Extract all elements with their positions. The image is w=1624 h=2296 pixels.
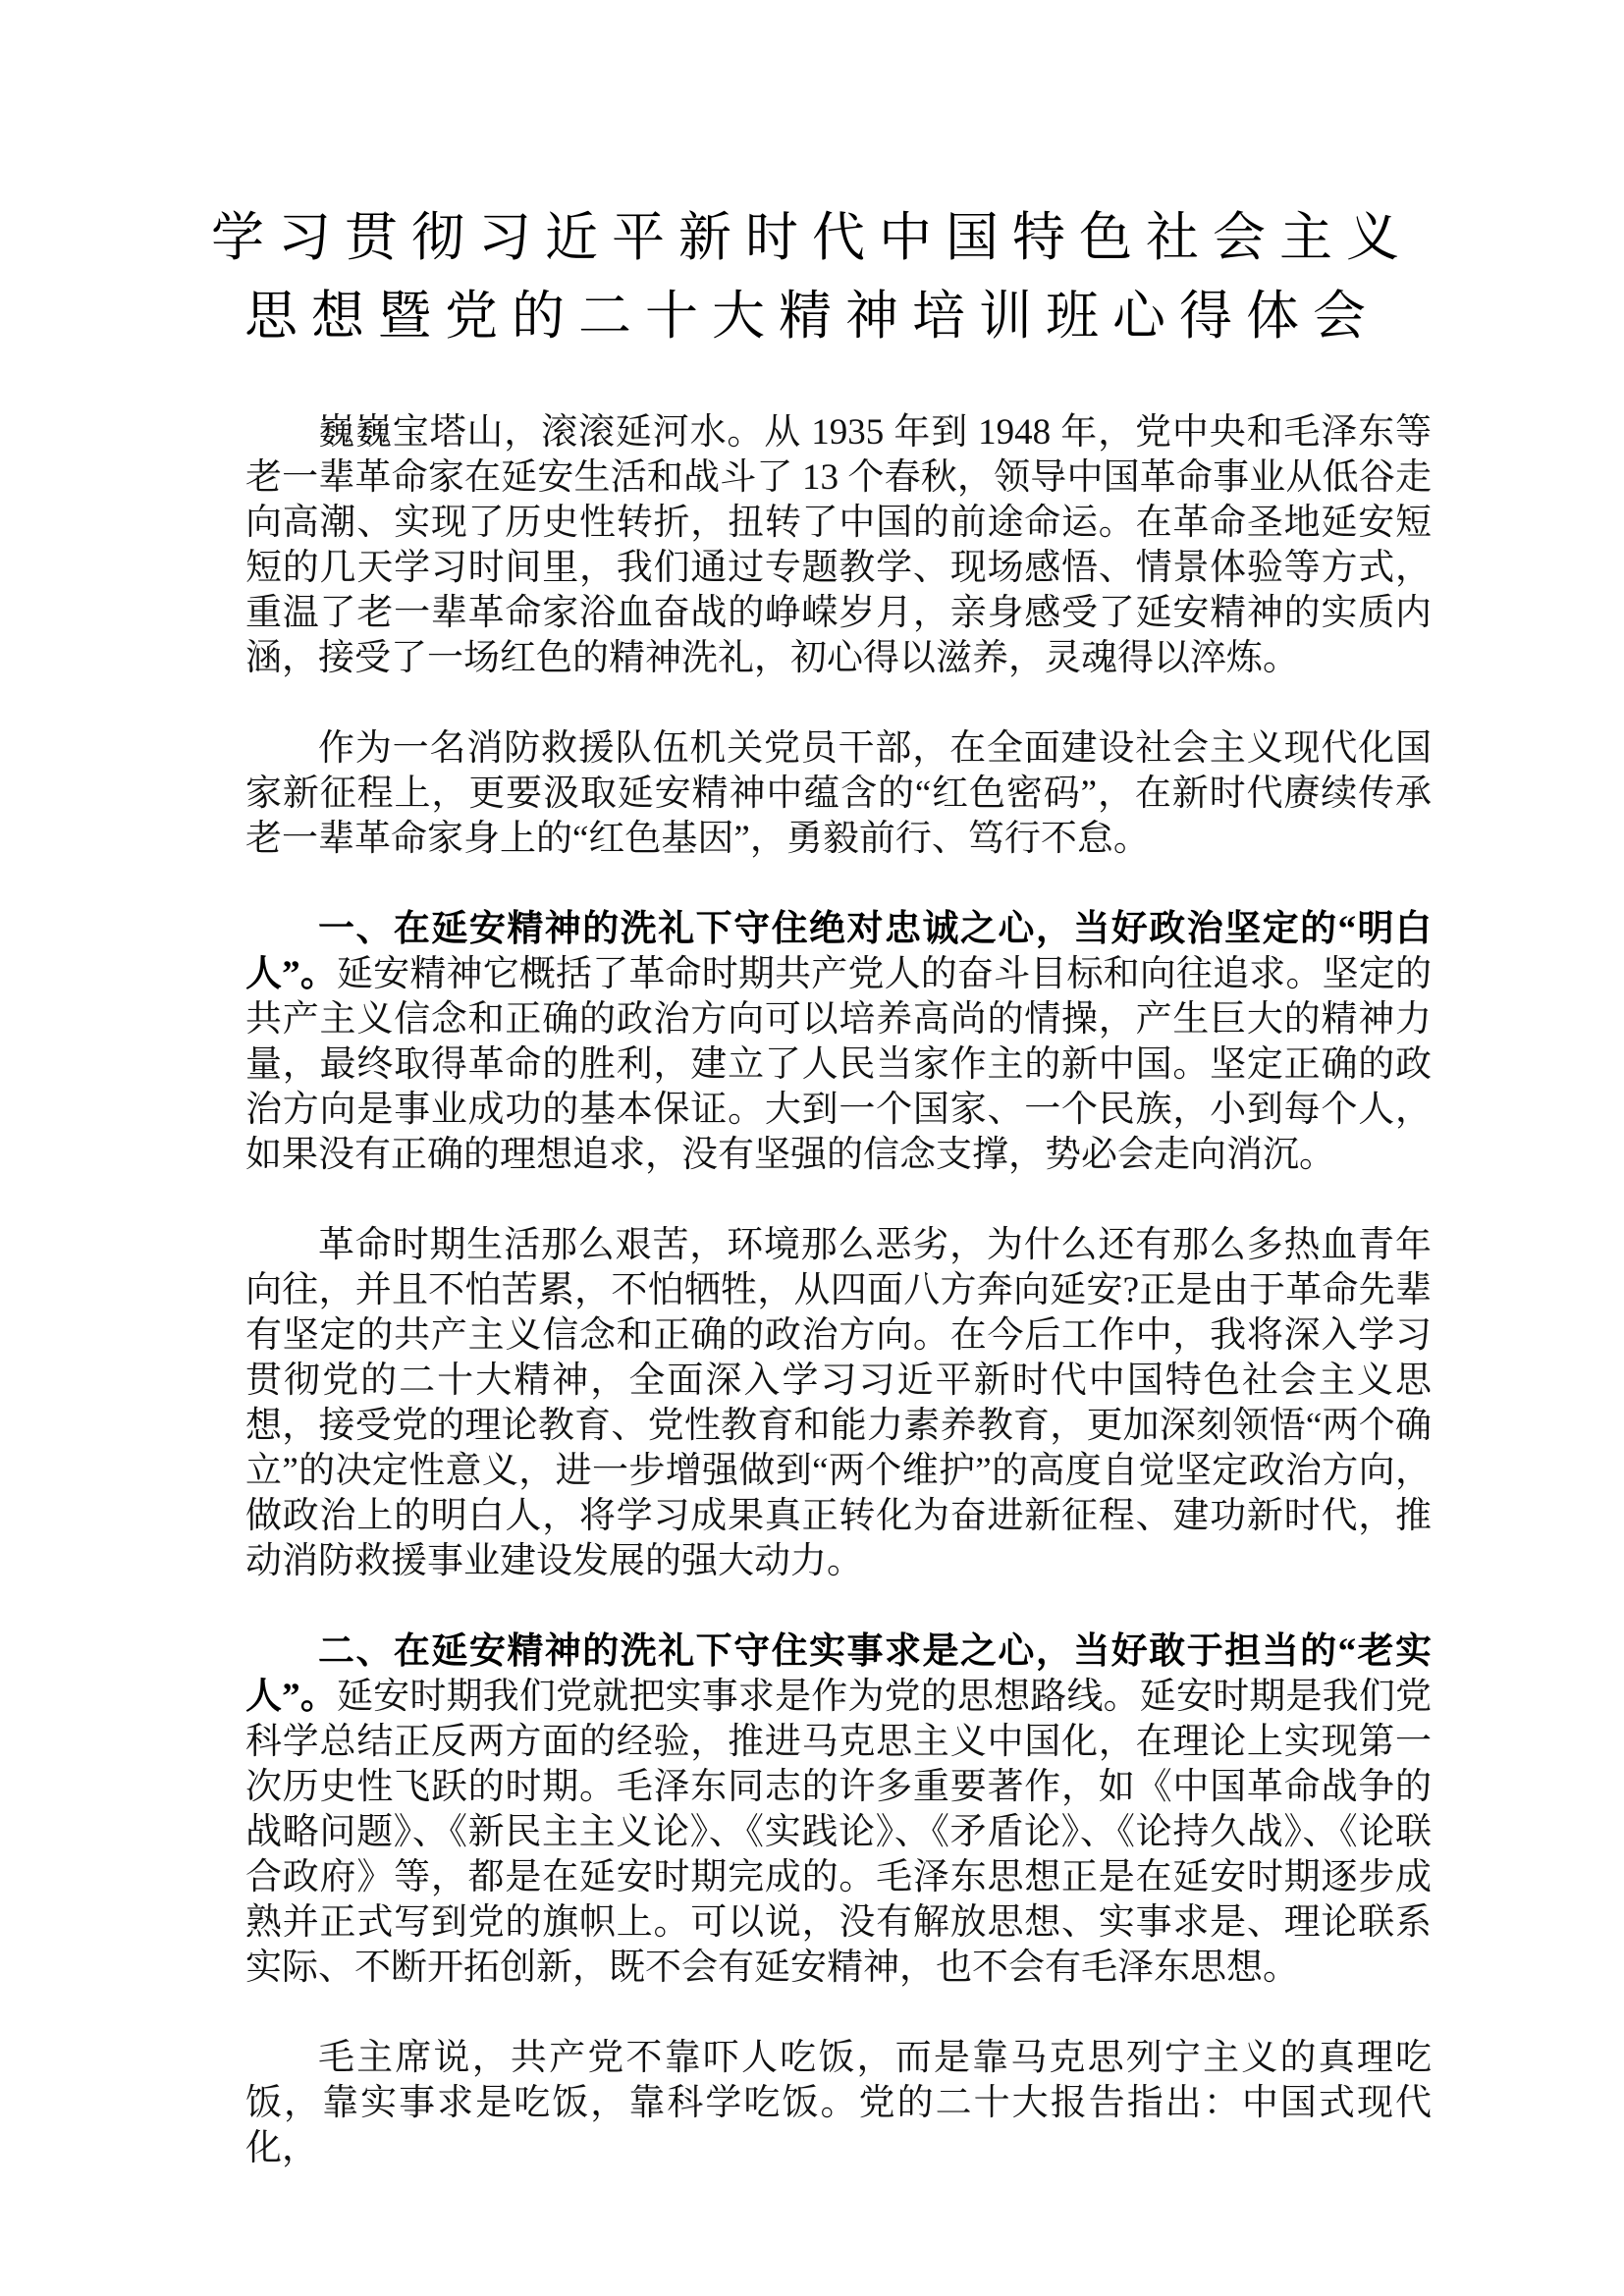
paragraph-closing-text: 毛主席说，共产党不靠吓人吃饭，而是靠马克思列宁主义的真理吃饭，靠实事求是吃饭，靠科学吃饭。党的二十大报告指出：中国式现代化，	[245, 2038, 1432, 2168]
document-title-line-1: 学习贯彻习近平新时代中国特色社会主义	[211, 208, 1413, 267]
paragraph-section-1-body-text: 革命时期生活那么艰苦，环境那么恶劣，为什么还有那么多热血青年向往，并且不怕苦累，不怕牺牲，从四面八方奔向延安?正是由于革命先辈有坚定的共产主义信念和正确的政治方向。在今后工作中，我将深入学习贯彻党的二十大精神，全面深入学习习近平新时代中国特色社会主义思想，接受党的理论教育、党性教育和能力素养教育，更加深刻领悟“两个确立”的决定性意义，进一步增强做到“两个维护”的高度自觉坚定政治方向，做政治上的明白人，将学习成果真正转化为奋进新征程、建功新时代，推动消防救援事业建设发展的强大动力。	[245, 1225, 1432, 1581]
paragraph-role-text: 作为一名消防救援队伍机关党员干部，在全面建设社会主义现代化国家新征程上，更要汲取延安精神中蕴含的“红色密码”，在新时代赓续传承老一辈革命家身上的“红色基因”，勇毅前行、笃行不怠。	[245, 728, 1432, 859]
paragraph-section-1	[245, 907, 1432, 1178]
document-title	[0, 0, 1624, 355]
document-body	[245, 410, 1432, 2171]
section-2-heading: 二、在延安精神的洗礼下守住实事求是之心，当好敢于担当的“老实人”。	[245, 1631, 1432, 1717]
document-title-line-2: 思想暨党的二十大精神培训班心得体会	[244, 287, 1380, 346]
section-1-text: 延安精神它概括了革命时期共产党人的奋斗目标和向往追求。坚定的共产主义信念和正确的政治方向可以培养高尚的情操，产生巨大的精神力量，最终取得革命的胜利，建立了人民当家作主的新中国。坚定正确的政治方向是事业成功的基本保证。大到一个国家、一个民族，小到每个人，如果没有正确的理想追求，没有坚强的信念支撑，势必会走向消沉。	[245, 954, 1432, 1175]
paragraph-closing	[245, 2036, 1432, 2171]
section-2-text: 延安时期我们党就把实事求是作为党的思想路线。延安时期是我们党科学总结正反两方面的经验，推进马克思主义中国化，在理论上实现第一次历史性飞跃的时期。毛泽东同志的许多重要著作，如《中国革命战争的战略问题》、《新民主主义论》、《实践论》、《矛盾论》、《论持久战》、《论联合政府》等，都是在延安时期完成的。毛泽东思想正是在延安时期逐步成熟并正式写到党的旗帜上。可以说，没有解放思想、实事求是、理论联系实际、不断开拓创新，既不会有延安精神，也不会有毛泽东思想。	[245, 1677, 1432, 1988]
section-1-heading: 一、在延安精神的洗礼下守住绝对忠诚之心，当好政治坚定的“明白人”。	[245, 909, 1432, 994]
paragraph-role	[245, 726, 1432, 862]
paragraph-section-2	[245, 1629, 1432, 1991]
paragraph-intro-text: 巍巍宝塔山，滚滚延河水。从 1935 年到 1948 年，党中央和毛泽东等老一辈革命家在延安生活和战斗了 13 个春秋，领导中国革命事业从低谷走向高潮、实现了历史性转折，扭转了中国的前途命运。在革命圣地延安短短的几天学习时间里，我们通过专题教学、现场感悟、情景体验等方式，重温了老一辈革命家浴血奋战的峥嵘岁月，亲身感受了延安精神的实质内涵，接受了一场红色的精神洗礼，初心得以滋养，灵魂得以淬炼。	[245, 412, 1432, 678]
paragraph-intro	[245, 410, 1432, 681]
paragraph-section-1-body	[245, 1223, 1432, 1584]
